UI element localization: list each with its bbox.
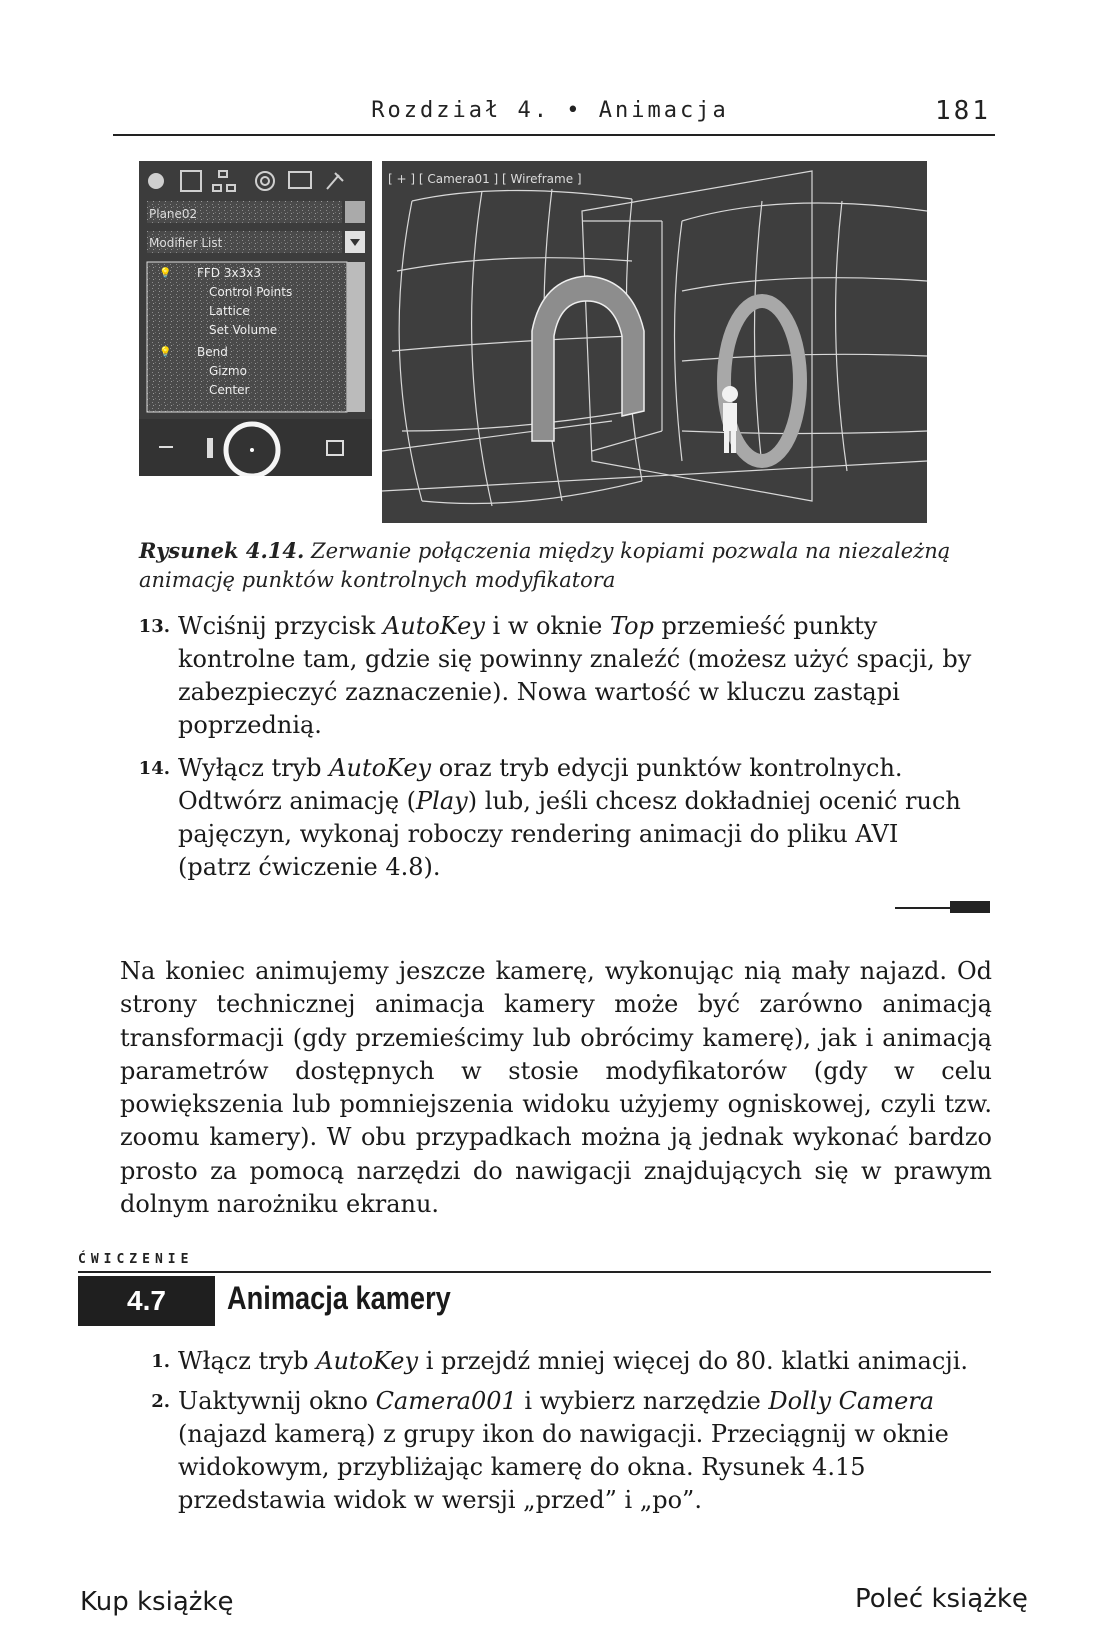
exercise-label: ĆWICZENIE [78,1252,194,1267]
list-item: 1. Włącz tryb AutoKey i przejdź mniej więcej do 80. klatki animacji. [151,1347,969,1375]
exercise-number: 4.7 [78,1276,215,1326]
svg-text:Set Volume: Set Volume [209,323,278,337]
running-header: Rozdział 4. • Animacja [371,98,729,123]
caption-label: Rysunek 4.14. [139,538,305,563]
svg-text:Center: Center [209,383,250,397]
svg-text:Gizmo: Gizmo [209,364,247,378]
exercise-rule [78,1271,991,1273]
list-item: 13. Wciśnij przycisk AutoKey i w oknie Top przemieść punkty kontrolne tam, gdzie się powinny znaleźć (możesz użyć spacji, by zabezpieczyć zaznaczenie). Nowa wartość w kluczu zastąpi poprzednią. [138,612,972,739]
buy-book-link[interactable]: Kup książkę [80,1587,234,1617]
svg-text:💡: 💡 [159,347,172,358]
list-item: 14. Wyłącz tryb AutoKey oraz tryb edycji punktów kontrolnych. Odtwórz animację (Play) lub, jeśli chcesz dokładniej ocenić ruch pajęczyn, wykonaj roboczy rendering animacji do pliku AVI (patrz ćwiczenie 4.8). [138,754,961,881]
svg-text:Modifier List: Modifier List [149,236,223,250]
svg-text:Lattice: Lattice [209,304,250,318]
panel-tab-icons [149,171,343,191]
exercise-title: Animacja kamery [227,1280,451,1316]
header-rule [113,134,995,136]
svg-text:💡: 💡 [159,268,172,279]
svg-text:Control Points: Control Points [209,285,293,299]
modifier-panel-screenshot [139,161,372,476]
svg-text:Bend: Bend [197,345,228,359]
body-paragraph: Na koniec animujemy jeszcze kamerę, wykonując nią mały najazd. Od strony technicznej animacja kamery może być zarówno animacją transformacji (gdy przemieścimy lub obrócimy kamerę), jak i animacją parametrów dostępnych w stosie modyfikatorów (gdy w celu powiększenia lub pomniejszenia widoku użyjemy ogniskowej, czyli tzw. zoomu kamery). W obu przypadkach można ją jednak wykonać bardzo prosto za pomocą narzędzi do nawigacji znajdujących się w prawym dolnym narożniku ekranu. [120,957,992,1219]
figure-caption [139,536,959,595]
recommend-book-link[interactable]: Poleć książkę [855,1584,1028,1614]
svg-text:Plane02: Plane02 [149,207,198,221]
svg-text:FFD 3x3x3: FFD 3x3x3 [197,266,261,280]
svg-text:[ + ] [ Camera01 ] [ Wireframe: [ + ] [ Camera01 ] [ Wireframe ] [388,172,582,186]
caption-text: Zerwanie połączenia między kopiami pozwala na niezależną animację punktów kontrolnych modyfikatora [139,539,951,592]
section-end-marker [950,901,990,913]
list-item: 2. Uaktywnij okno Camera001 i wybierz narzędzie Dolly Camera (najazd kamerą) z grupy ikon do nawigacji. Przeciągnij w oknie widokowym, przybliżając kamerę do okna. Rysunek 4.15 przedstawia widok w wersji „przed” i „po”. [151,1387,949,1514]
page-number: 181 [935,96,991,126]
section-end-rule [895,907,950,909]
camera-viewport-wireframe [382,161,927,523]
